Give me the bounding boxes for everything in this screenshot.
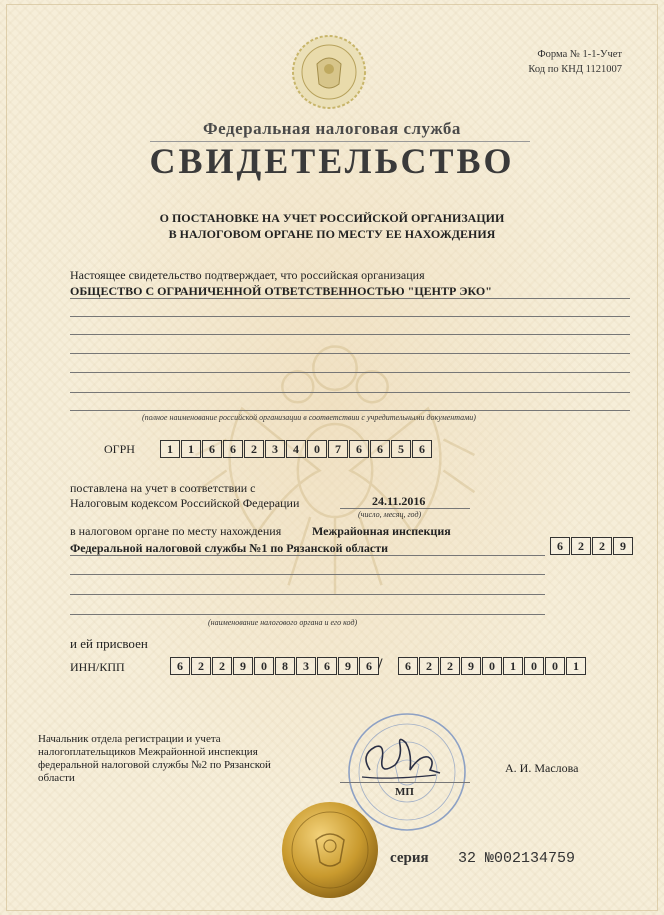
- inn-digits: [170, 656, 383, 675]
- inn-digit-cell: 9: [338, 657, 358, 675]
- inn-digit-cell: 2: [191, 657, 211, 675]
- ogrn-digit-cell: 6: [349, 440, 369, 458]
- signatory-position: [38, 733, 271, 785]
- ogrn-digit-cell: 5: [391, 440, 411, 458]
- ogrn-digit-cell: 7: [328, 440, 348, 458]
- authority-line-2: [70, 574, 545, 575]
- inn-digit-cell: 6: [170, 657, 190, 675]
- inn-digit-cell: 6: [359, 657, 379, 675]
- org-name-caption: (полное наименование российской организации в соответствии с учредительными документами): [142, 413, 476, 422]
- signatory-name: А. И. Маслова: [505, 761, 579, 775]
- authority-code-digit-cell: 2: [571, 537, 591, 555]
- org-line-2: [70, 316, 630, 317]
- position-line-4: области: [38, 772, 75, 784]
- kpp-digit-cell: 0: [524, 657, 544, 675]
- kpp-digit-cell: 2: [440, 657, 460, 675]
- inn-digit-cell: 8: [275, 657, 295, 675]
- stamp-label: МП: [395, 786, 414, 798]
- ogrn-digit-cell: 6: [223, 440, 243, 458]
- inn-digit-cell: 9: [233, 657, 253, 675]
- kpp-digit-cell: 9: [461, 657, 481, 675]
- authority-name-1: Межрайонная инспекция: [312, 524, 451, 538]
- org-line-6: [70, 392, 630, 393]
- authority-code-digit-cell: 9: [613, 537, 633, 555]
- org-line-3: [70, 334, 630, 335]
- form-code: [528, 47, 622, 77]
- tax-service-heading: Федеральная налоговая служба: [203, 119, 461, 138]
- kpp-digit-cell: 1: [503, 657, 523, 675]
- certificate-subtitle: [0, 210, 664, 242]
- inn-kpp-separator: /: [378, 656, 383, 673]
- authority-line-4: [70, 614, 545, 615]
- ogrn-digit-cell: 6: [370, 440, 390, 458]
- authority-line-3: [70, 594, 545, 595]
- kpp-digit-cell: 6: [398, 657, 418, 675]
- position-line-2: налогоплательщиков Межрайонной инспекция: [38, 746, 258, 758]
- knd-code: Код по КНД 1121007: [528, 64, 622, 75]
- kpp-digit-cell: 2: [419, 657, 439, 675]
- ogrn-label: ОГРН: [104, 442, 135, 456]
- org-line-1: [70, 298, 630, 299]
- ogrn-digit-cell: 6: [202, 440, 222, 458]
- ogrn-digit-cell: 6: [412, 440, 432, 458]
- inn-digit-cell: 6: [317, 657, 337, 675]
- hologram-emblem-icon: [291, 34, 367, 110]
- position-line-1: Начальник отдела регистрации и учета: [38, 733, 221, 745]
- confirm-text: Настоящее свидетельство подтверждает, что российская организация: [70, 268, 425, 282]
- authority-code-digit-cell: 2: [592, 537, 612, 555]
- kpp-digit-cell: 0: [482, 657, 502, 675]
- kpp-digit-cell: 0: [545, 657, 565, 675]
- subtitle-line-2: В НАЛОГОВОМ ОРГАНЕ ПО МЕСТУ ЕЕ НАХОЖДЕНИЯ: [168, 227, 496, 241]
- ogrn-digit-cell: 2: [244, 440, 264, 458]
- certificate-title: СВИДЕТЕЛЬСТВО: [149, 141, 515, 181]
- kpp-digit-cell: 1: [566, 657, 586, 675]
- serial-label: серия: [390, 850, 429, 866]
- inn-digit-cell: 2: [212, 657, 232, 675]
- inn-digit-cell: 0: [254, 657, 274, 675]
- ogrn-digit-cell: 4: [286, 440, 306, 458]
- ogrn-digit-cell: 1: [160, 440, 180, 458]
- ogrn-digit-cell: 3: [265, 440, 285, 458]
- form-number: Форма № 1-1-Учет: [537, 49, 622, 60]
- registered-line-1: поставлена на учет в соответствии с: [70, 481, 256, 495]
- handwritten-signature: [340, 725, 450, 795]
- authority-line-1: [70, 555, 545, 556]
- kpp-digits: [398, 657, 587, 675]
- ogrn-digit-cell: 1: [181, 440, 201, 458]
- authority-caption: (наименование налогового органа и его код): [208, 618, 358, 627]
- authority-code-digits: [550, 537, 634, 555]
- ogrn-digits: [160, 440, 433, 458]
- date-caption: (число, месяц, год): [358, 510, 422, 519]
- ogrn-digit-cell: 0: [307, 440, 327, 458]
- inn-kpp-label: ИНН/КПП: [70, 660, 125, 674]
- org-line-5: [70, 372, 630, 373]
- assigned-text: и ей присвоен: [70, 636, 148, 651]
- date-line: [340, 508, 470, 509]
- inn-digit-cell: 3: [296, 657, 316, 675]
- authority-name-2: Федеральной налоговой службы №1 по Рязанской области: [70, 541, 389, 555]
- registration-date: 24.11.2016: [372, 494, 426, 508]
- org-line-4: [70, 353, 630, 354]
- organization-name: ОБЩЕСТВО С ОГРАНИЧЕННОЙ ОТВЕТСТВЕННОСТЬЮ "ЦЕНТР ЭКО": [70, 284, 492, 298]
- signature-line: [340, 782, 470, 783]
- serial-number: 32 №002134759: [458, 850, 576, 867]
- registered-line-2: Налоговым кодексом Российской Федерации: [70, 496, 300, 510]
- subtitle-line-1: О ПОСТАНОВКЕ НА УЧЕТ РОССИЙСКОЙ ОРГАНИЗАЦИИ: [159, 211, 505, 225]
- authority-code-digit-cell: 6: [550, 537, 570, 555]
- position-line-3: федеральной налоговой службы №2 по Рязанской: [38, 759, 271, 771]
- gold-hologram-seal-icon: [280, 800, 380, 900]
- authority-prefix: в налоговом органе по месту нахождения: [70, 524, 282, 538]
- org-line-7: [70, 410, 630, 411]
